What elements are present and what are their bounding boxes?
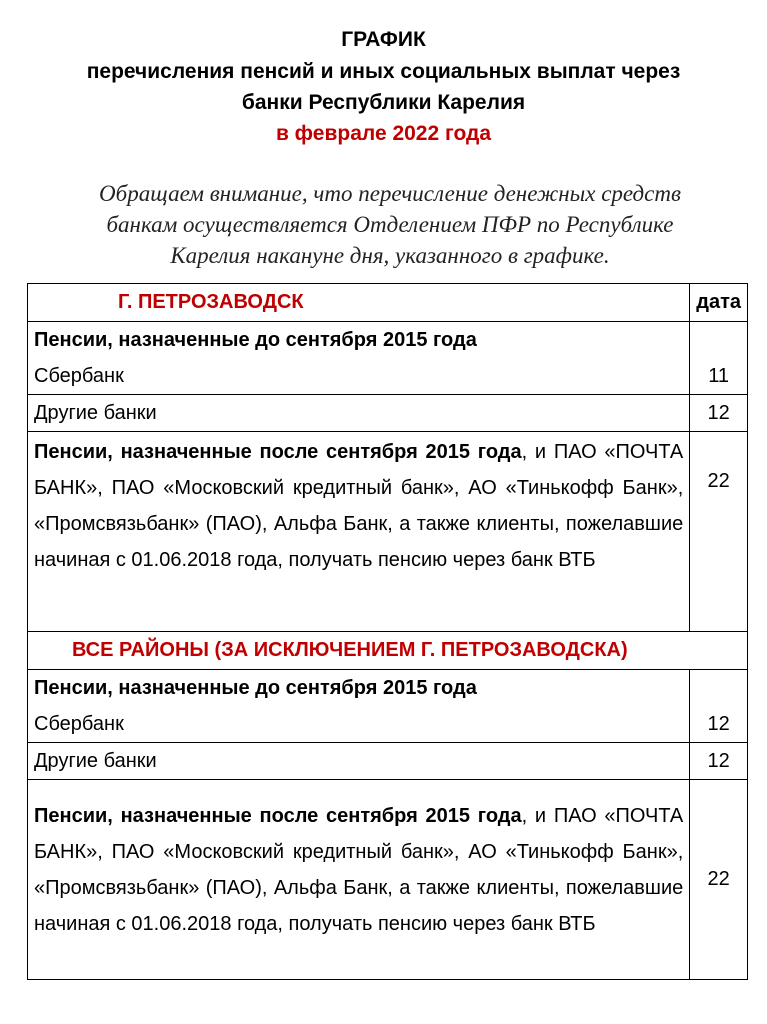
row-text: Другие банки — [28, 395, 690, 432]
row-text: Другие банки — [28, 743, 690, 780]
document-title: ГРАФИК — [341, 28, 426, 51]
notice-line: Карелия накануне дня, указанного в графике. — [170, 243, 610, 268]
row-text: , и ПАО «ПОЧТА БАНК», ПАО «Московский кредитный банк», АО «Тинькофф Банк», «Промсвязьбанк» (ПАО), Альфа Банк, а также клиенты, пожелавшие начиная с 01.06.2018 года, получать пенсию через банк ВТБ — [34, 805, 684, 935]
row-date: 22 — [690, 780, 748, 980]
row-text: , и ПАО «ПОЧТА БАНК», ПАО «Московский кредитный банк», АО «Тинькофф Банк», «Промсвязьбанк» (ПАО), Альфа Банк, а также клиенты, пожелавшие начиная с 01.06.2018 года, получать пенсию через банк ВТБ — [34, 441, 684, 571]
row-date: 22 — [690, 432, 748, 632]
row-date: 11 — [690, 322, 748, 395]
row-date: 12 — [690, 395, 748, 432]
table-row — [28, 670, 748, 743]
table-row — [28, 395, 748, 432]
section-title-petrozavodsk: Г. ПЕТРОЗАВОДСК — [28, 284, 690, 322]
row-bold-text: Пенсии, назначенные после сентября 2015 года — [34, 441, 522, 463]
row-description — [28, 670, 690, 743]
table-row — [28, 432, 748, 632]
row-description — [28, 780, 690, 980]
row-bold-text: Пенсии, назначенные до сентября 2015 года — [34, 677, 477, 699]
period-text: в феврале 2022 года — [275, 122, 492, 145]
date-column-header: дата — [690, 284, 748, 322]
document-subtitle-line1: перечисления пенсий и иных социальных выплат через — [86, 60, 681, 83]
row-text: Сбербанк — [34, 713, 124, 735]
row-text: Сбербанк — [34, 365, 124, 387]
notice-line: Обращаем внимание, что перечисление денежных средств — [99, 181, 681, 206]
table-row — [28, 743, 748, 780]
notice-line: банкам осуществляется Отделением ПФР по Республике — [106, 212, 674, 237]
table-row — [28, 780, 748, 980]
row-description — [28, 322, 690, 395]
section-header-row — [28, 632, 748, 670]
document-period — [0, 120, 767, 148]
row-description — [28, 432, 690, 632]
row-bold-text: Пенсии, назначенные после сентября 2015 года — [34, 805, 522, 827]
row-date: 12 — [690, 670, 748, 743]
row-date: 12 — [690, 743, 748, 780]
section-header-row — [28, 284, 748, 322]
table-row — [28, 322, 748, 395]
row-bold-text: Пенсии, назначенные до сентября 2015 года — [34, 329, 477, 351]
section-title-all-districts: ВСЕ РАЙОНЫ (ЗА ИСКЛЮЧЕНИЕМ Г. ПЕТРОЗАВОДСКА) — [28, 632, 748, 670]
notice-text — [60, 178, 720, 271]
schedule-table — [27, 283, 748, 980]
document-subtitle-line2: банки Республики Карелия — [241, 91, 526, 114]
